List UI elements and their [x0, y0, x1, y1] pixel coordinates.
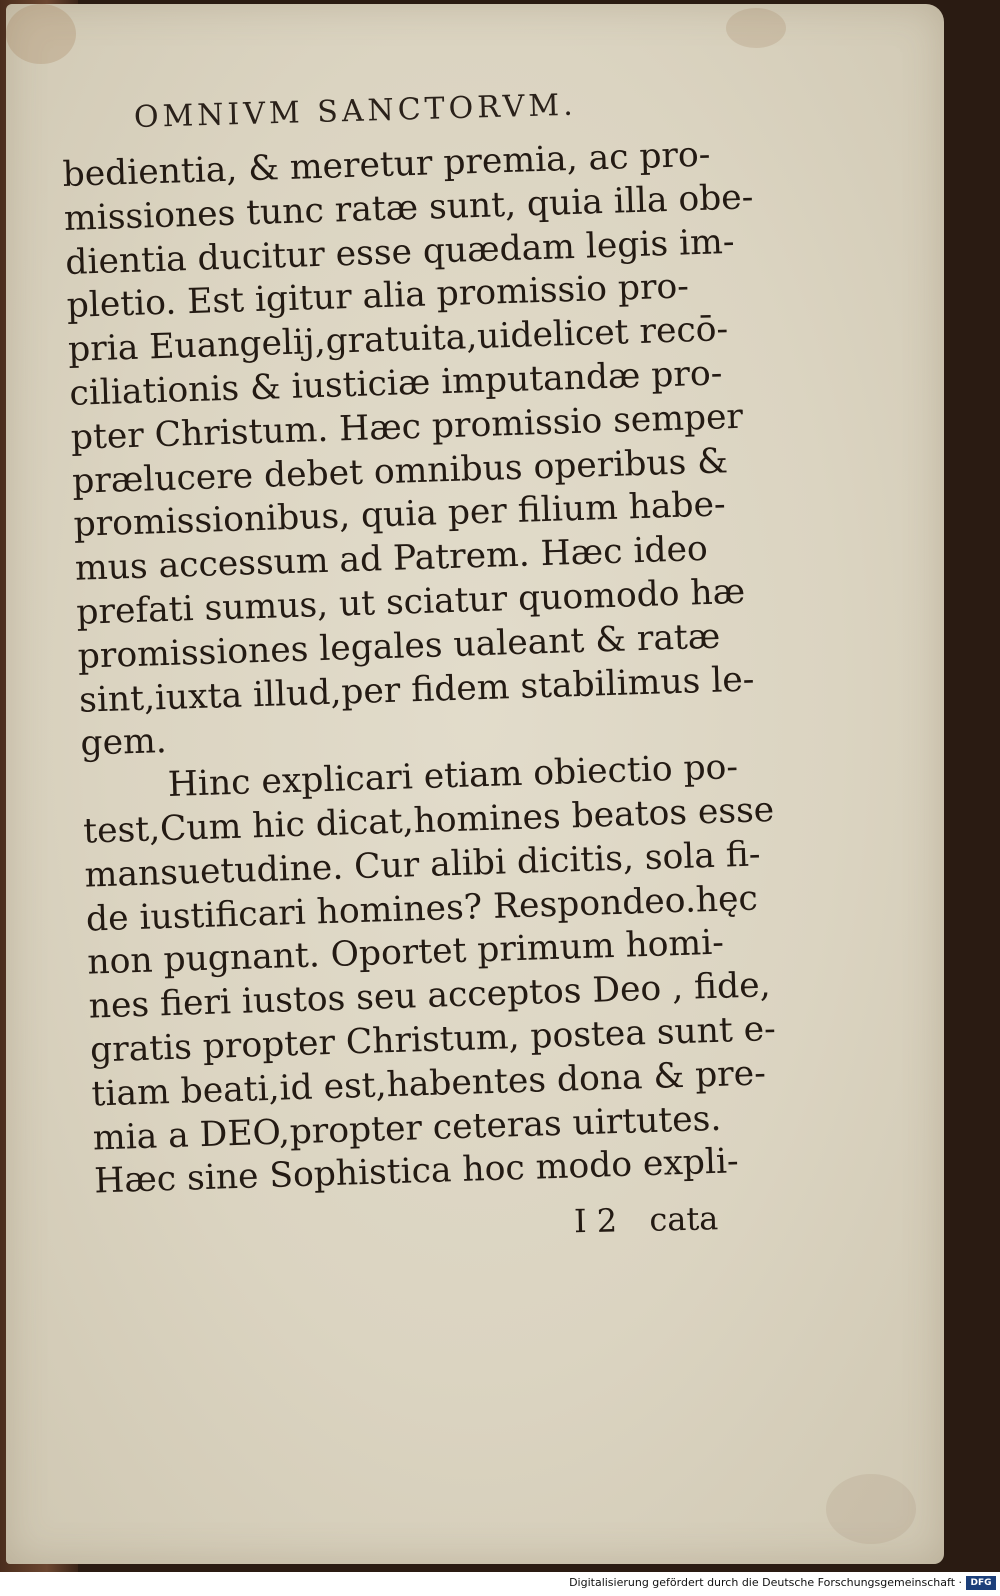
text-line: pria Euangelij,gratuita,uidelicet recō- — [67, 309, 729, 371]
paper-stain — [826, 1474, 916, 1544]
text-line: missiones tunc ratæ sunt, quia illa obe- — [63, 177, 754, 239]
text-line: mia a DEO,propter ceteras uirtutes. — [92, 1098, 722, 1159]
text-line: mus accessum ad Patrem. Hæc ideo — [74, 529, 709, 589]
text-line: pletio. Est igitur alia promissio pro- — [66, 266, 690, 327]
text-line: test,Cum hic dicat,homines beatos esse — [82, 789, 775, 852]
text-line: nes fieri iustos seu acceptos Deo , fide, — [88, 965, 772, 1027]
text-line: gem. — [79, 721, 168, 765]
text-line: tiam beati,id est,habentes dona & pre- — [90, 1053, 767, 1115]
funding-credit: Digitalisierung gefördert durch die Deutsche Forschungsgemeinschaft · — [569, 1576, 962, 1589]
paragraph-start-line: Hinc explicari etiam obiectio po- — [167, 747, 739, 806]
paper-stain — [726, 8, 786, 48]
paper-stain — [6, 4, 76, 64]
signature-line — [574, 1198, 795, 1241]
text-line: bedientia, & meretur premia, ac pro- — [62, 134, 711, 195]
text-line: Hæc sine Sophistica hoc modo expli- — [93, 1141, 740, 1202]
text-line: pter Christum. Hæc promissio semper — [70, 396, 744, 458]
body-text — [62, 131, 815, 1204]
footer-bar — [0, 1572, 1000, 1596]
text-line: promissionibus, quia per filium habe- — [73, 484, 727, 546]
text-line: sint,iuxta illud,per fidem stabilimus le- — [78, 659, 755, 721]
text-line: dientia ducitur esse quædam legis im- — [64, 221, 736, 283]
text-line: mansuetudine. Cur alibi dicitis, sola fi- — [84, 834, 762, 896]
text-line: prælucere debet omnibus operibus & — [71, 440, 729, 502]
book-page — [6, 4, 944, 1564]
text-line: prefati sumus, ut sciatur quomodo hæ — [75, 571, 746, 633]
text-line: gratis propter Christum, postea sunt e- — [89, 1008, 777, 1071]
text-line: promissiones legales ualeant & ratæ — [77, 616, 721, 677]
text-line: ciliationis & iusticiæ imputandæ pro- — [68, 353, 723, 414]
running-header: OMNIVM SANCTORVM. — [133, 87, 578, 135]
text-line: de iustificari homines? Respondeo.hęc — [85, 878, 759, 940]
text-line: non pugnant. Oportet primum homi- — [86, 922, 725, 983]
signature-mark: I 2 — [573, 1201, 618, 1241]
dfg-logo-icon: DFG — [966, 1576, 996, 1590]
catchword: cata — [648, 1199, 719, 1239]
